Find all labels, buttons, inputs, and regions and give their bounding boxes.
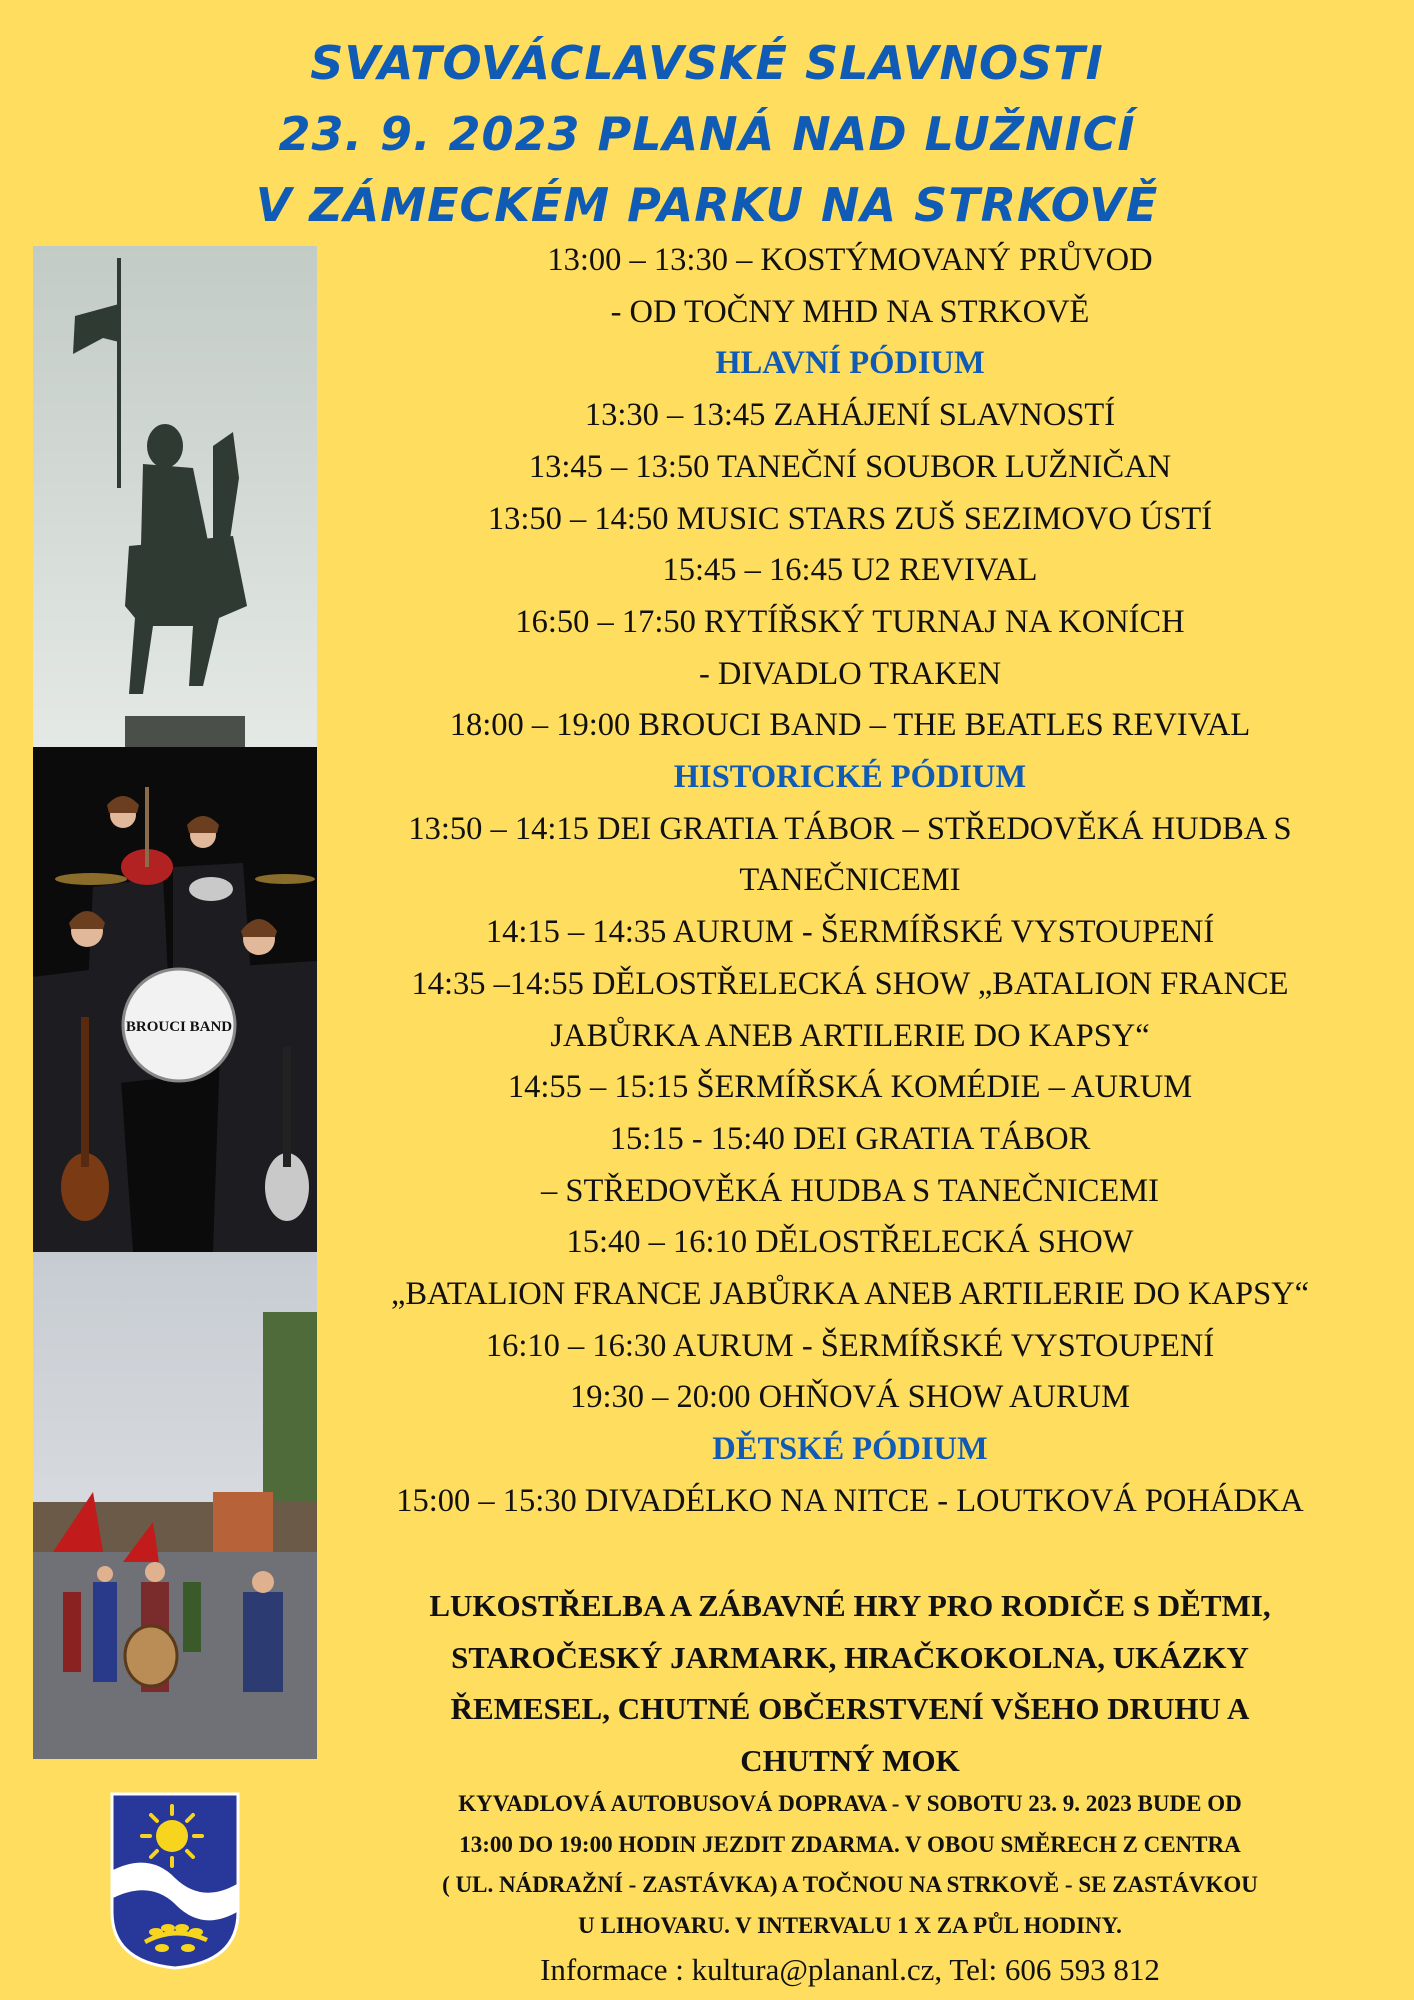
band-photo bbox=[33, 747, 317, 1252]
stage-heading-main: HLAVNÍ PÓDIUM bbox=[715, 345, 985, 382]
schedule-line: 14:55 – 15:15 ŠERMÍŘSKÁ KOMÉDIE – AURUM bbox=[507, 1069, 1193, 1106]
title-line: 23. 9. 2023 PLANÁ NAD LUŽNICÍ bbox=[278, 107, 1136, 161]
schedule-line: 15:00 – 15:30 DIVADÉLKO NA NITCE - LOUTKOVÁ POHÁDKA bbox=[396, 1482, 1304, 1519]
title-line: V ZÁMECKÉM PARKU NA STRKOVĚ bbox=[255, 178, 1159, 232]
summary-line: CHUTNÝ MOK bbox=[740, 1742, 960, 1778]
summary-line: STAROČESKÝ JARMARK, HRAČKOKOLNA, UKÁZKY bbox=[451, 1639, 1249, 1675]
schedule-line: 13:00 – 13:30 – KOSTÝMOVANÝ PRŮVOD bbox=[547, 242, 1153, 278]
schedule-line: 16:50 – 17:50 RYTÍŘSKÝ TURNAJ NA KONÍCH bbox=[515, 603, 1185, 640]
schedule-line: 14:35 –14:55 DĚLOSTŘELECKÁ SHOW „BATALION FRANCE bbox=[411, 965, 1289, 1002]
schedule-line: 13:45 – 13:50 TANEČNÍ SOUBOR LUŽNIČAN bbox=[528, 448, 1172, 485]
schedule-line: – STŘEDOVĚKÁ HUDBA S TANEČNICEMI bbox=[541, 1172, 1159, 1209]
schedule-line: 13:30 – 13:45 ZAHÁJENÍ SLAVNOSTÍ bbox=[584, 397, 1116, 434]
schedule-line: TANEČNICEMI bbox=[739, 862, 961, 899]
transport-line: ( UL. NÁDRAŽNÍ - ZASTÁVKA) A TOČNOU NA STRKOVĚ - SE ZASTÁVKOU bbox=[442, 1872, 1258, 1897]
contact-info: Informace : kultura@plananl.cz, Tel: 606 593 812 bbox=[540, 1952, 1160, 1987]
schedule-line: 15:40 – 16:10 DĚLOSTŘELECKÁ SHOW bbox=[566, 1224, 1134, 1261]
transport-line: U LIHOVARU. V INTERVALU 1 X ZA PŮL HODINY. bbox=[578, 1912, 1122, 1938]
program-schedule bbox=[355, 235, 1345, 1528]
schedule-line: 13:50 – 14:15 DEI GRATIA TÁBOR – STŘEDOVĚKÁ HUDBA S bbox=[408, 810, 1292, 847]
stage-heading-historic: HISTORICKÉ PÓDIUM bbox=[673, 759, 1027, 796]
schedule-line: 19:30 – 20:00 OHŇOVÁ SHOW AURUM bbox=[569, 1379, 1131, 1416]
summary-line: LUKOSTŘELBA A ZÁBAVNÉ HRY PRO RODIČE S DĚTMI, bbox=[429, 1588, 1271, 1623]
schedule-line: 15:15 - 15:40 DEI GRATIA TÁBOR bbox=[609, 1120, 1091, 1157]
transport-line: 13:00 DO 19:00 HODIN JEZDIT ZDARMA. V OBOU SMĚRECH Z CENTRA bbox=[459, 1831, 1241, 1857]
parade-photo bbox=[33, 1252, 317, 1759]
schedule-line: „BATALION FRANCE JABŮRKA ANEB ARTILERIE DO KAPSY“ bbox=[390, 1276, 1310, 1313]
schedule-line: - DIVADLO TRAKEN bbox=[698, 655, 1002, 692]
schedule-line: JABŮRKA ANEB ARTILERIE DO KAPSY“ bbox=[550, 1017, 1150, 1054]
statue-photo bbox=[33, 246, 317, 747]
schedule-line: 15:45 – 16:45 U2 REVIVAL bbox=[662, 552, 1038, 589]
town-crest-icon bbox=[110, 1792, 240, 1970]
transport-line: KYVADLOVÁ AUTOBUSOVÁ DOPRAVA - V SOBOTU 23. 9. 2023 BUDE OD bbox=[458, 1791, 1242, 1816]
transport-info bbox=[355, 1784, 1345, 1946]
schedule-line: 14:15 – 14:35 AURUM - ŠERMÍŘSKÉ VYSTOUPENÍ bbox=[485, 914, 1215, 951]
title-line: SVATOVÁCLAVSKÉ SLAVNOSTI bbox=[310, 36, 1104, 90]
schedule-line: 13:50 – 14:50 MUSIC STARS ZUŠ SEZIMOVO ÚSTÍ bbox=[487, 500, 1213, 537]
drum-head-label: BROUCI BAND bbox=[125, 1019, 233, 1035]
stage-heading-children: DĚTSKÉ PÓDIUM bbox=[712, 1431, 988, 1468]
schedule-line: 16:10 – 16:30 AURUM - ŠERMÍŘSKÉ VYSTOUPENÍ bbox=[485, 1327, 1215, 1364]
event-title bbox=[0, 28, 1414, 241]
schedule-line: 18:00 – 19:00 BROUCI BAND – THE BEATLES REVIVAL bbox=[449, 707, 1251, 744]
summary-line: ŘEMESEL, CHUTNÉ OBČERSTVENÍ VŠEHO DRUHU A bbox=[450, 1691, 1250, 1726]
schedule-line: - OD TOČNY MHD NA STRKOVĚ bbox=[610, 293, 1090, 330]
attractions-summary bbox=[355, 1580, 1345, 1786]
